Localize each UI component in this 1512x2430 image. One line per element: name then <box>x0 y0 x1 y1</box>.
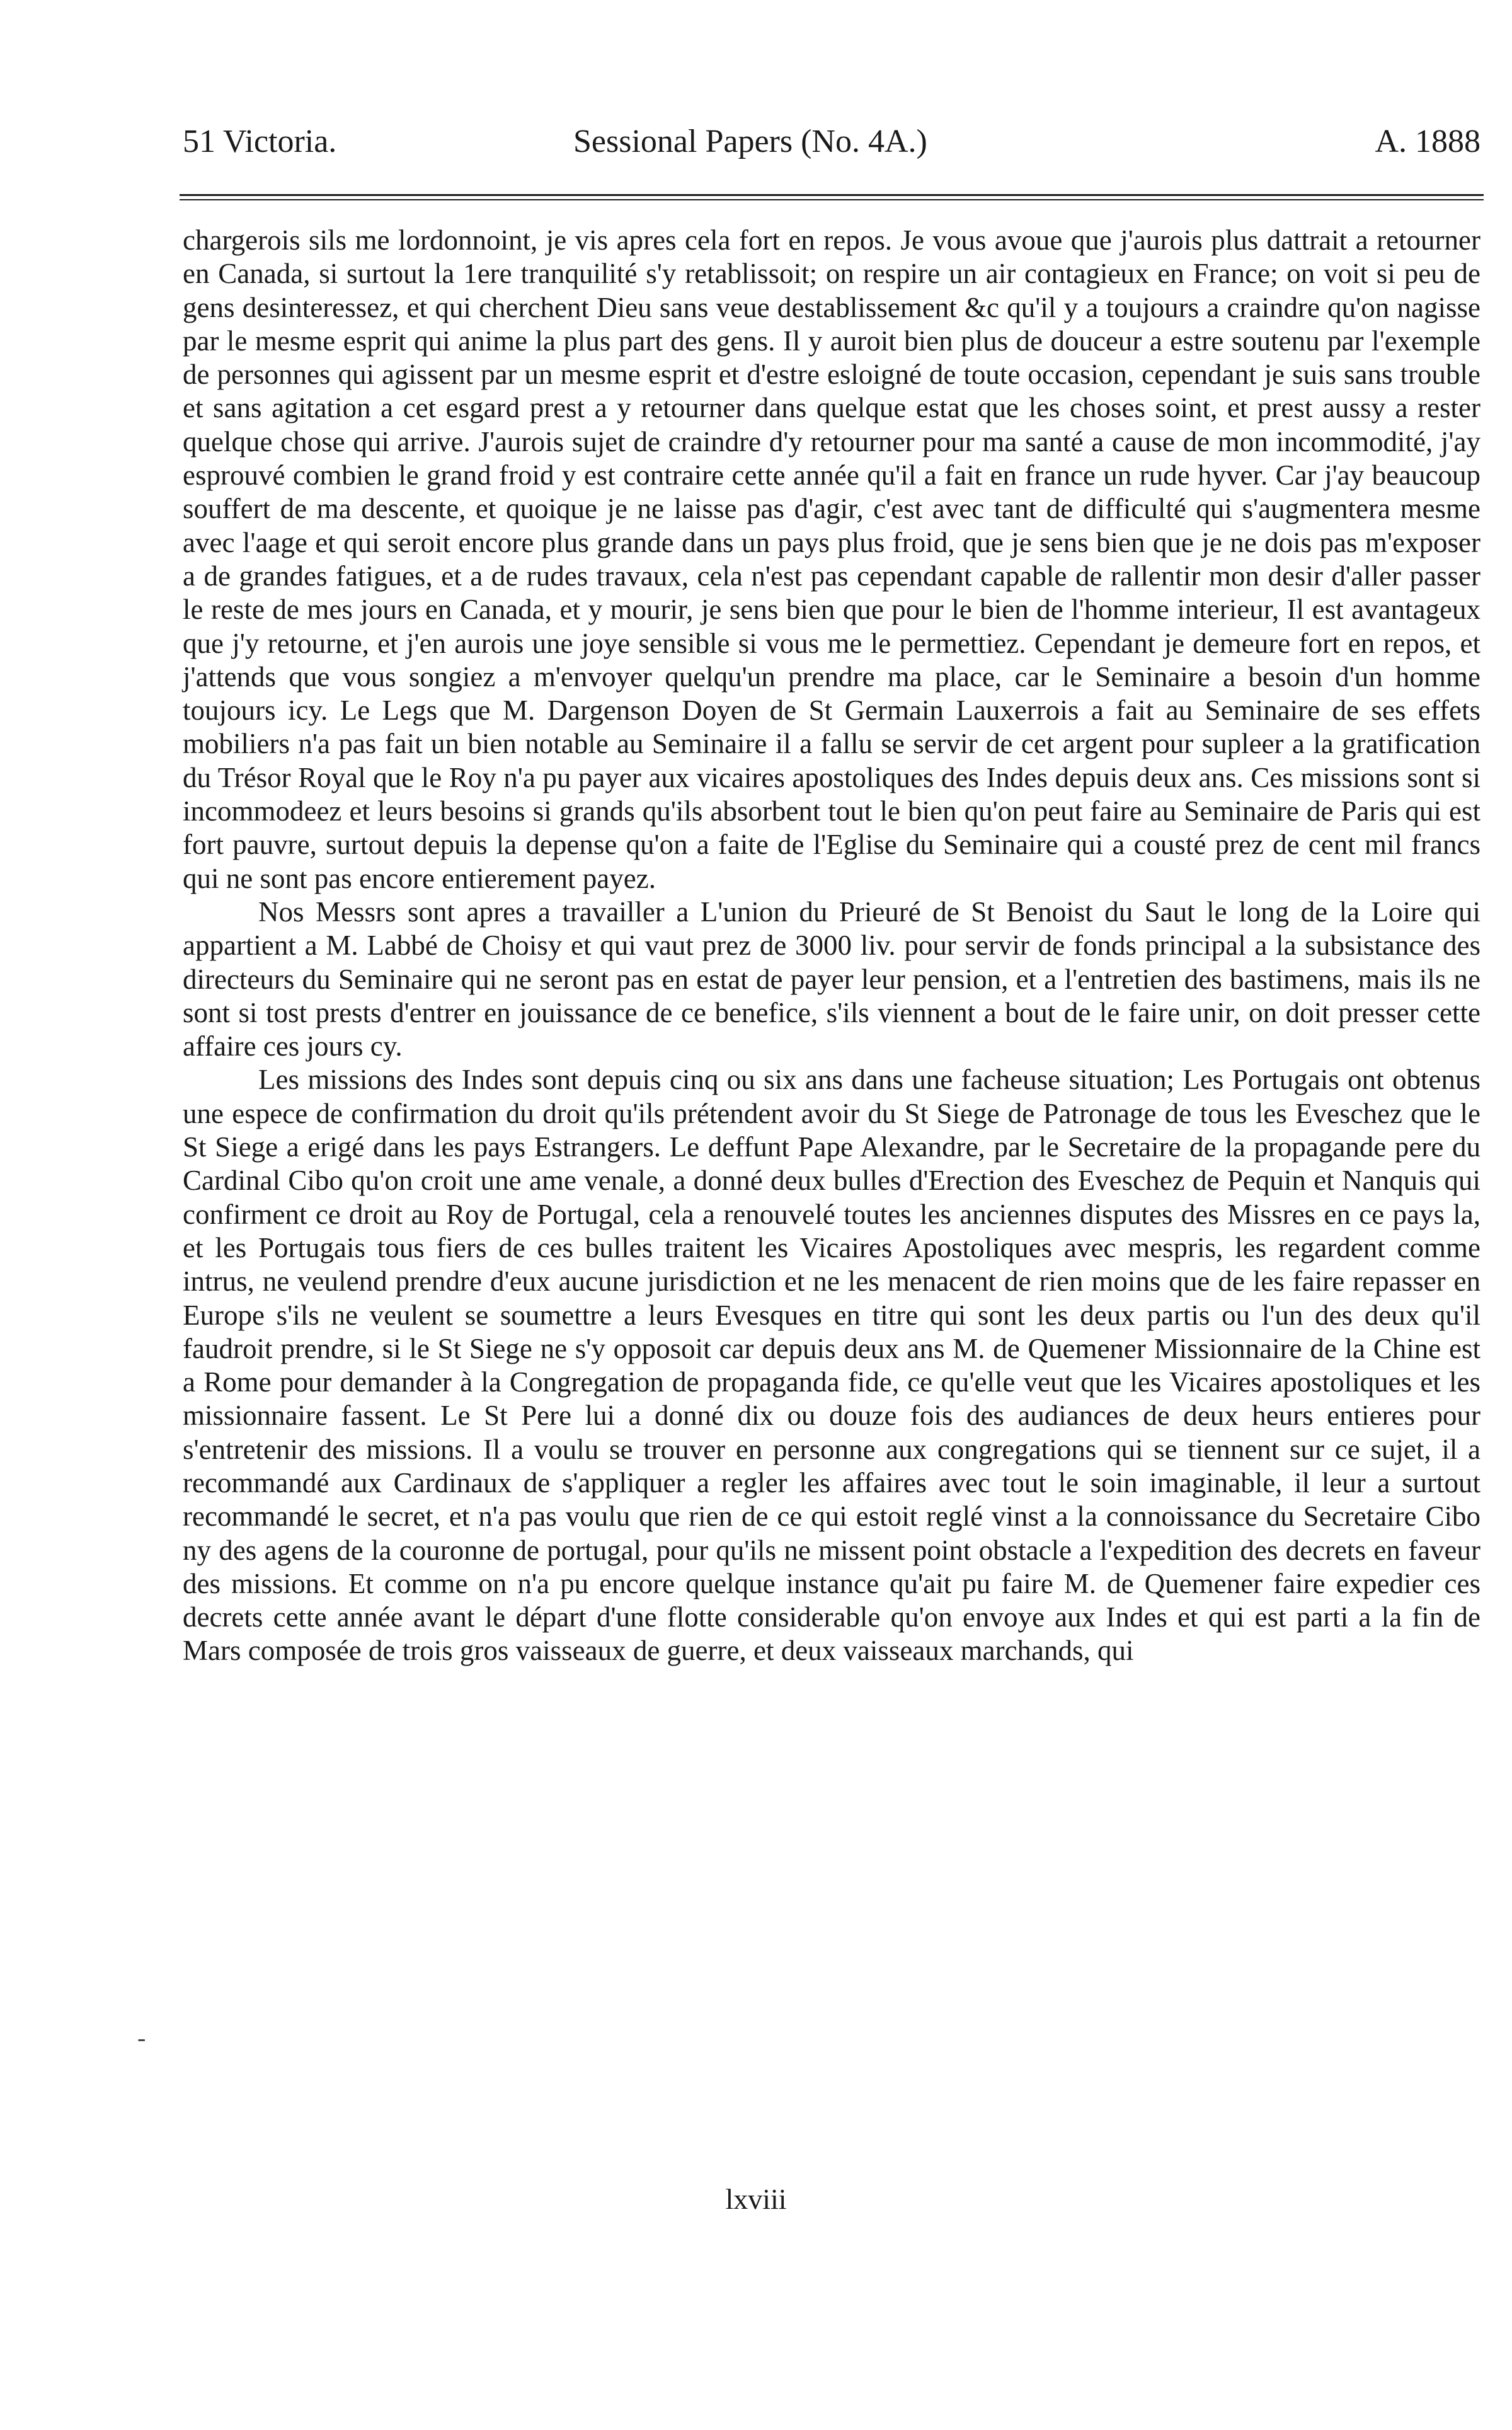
page-folio: lxviii <box>725 2183 787 2215</box>
paragraph-prieure: Nos Messrs sont apres a travailler a L'union du Prieuré de St Benoist du Saut le long de la Loire qui appartient a M. Labbé de Choisy et qui vaut prez de 3000 liv. pour servir de fonds principal a la subsistance des directeurs du Seminaire qui ne seront pas en estat de payer leur pension, et a l'entretien des bastimens, mais ils ne sont si tost prests d'entrer en jouissance de ce benefice, s'ils viennent a bout de le faire unir, on doit presser cette affaire ces jours cy. <box>183 895 1480 1062</box>
body-text <box>183 224 1480 1668</box>
header-rule <box>180 194 1484 196</box>
paragraph-missions-indes: Les missions des Indes sont depuis cinq ou six ans dans une facheuse situation; Les Portugais ont obtenus une espece de confirmation du droit qu'ils prétendent avoir du St Siege de Patronage de tous les Eveschez que le St Siege a erigé dans les pays Estrangers. Le deffunt Pape Alexandre, par le Secretaire de la propagande pere du Cardinal Cibo qu'on croit une ame venale, a donné deux bulles d'Erection des Eveschez de Pequin et Nanquis qui confirment ce droit au Roy de Portugal, cela a renouvelé toutes les anciennes disputes des Missres en ce pays la, et les Portugais tous fiers de ces bulles traitent les Vicaires Apostoliques avec mespris, les regardent comme intrus, ne veulend prendre d'eux aucune jurisdiction et ne les menacent de rien moins que de les faire repasser en Europe s'ils ne veulent se soumettre a leurs Evesques en titre qui sont les deux partis ou l'un des deux qu'il faudroit prendre, si le St Siege ne s'y opposoit car depuis deux ans M. de Quemener Missionnaire de la Chine est a Rome pour demander à la Congregation de propaganda fide, ce qu'elle veut que les Vicaires apostoliques et les missionnaire fassent. Le St Pere lui a donné dix ou douze fois des audiances de deux heurs entieres pour s'entretenir des missions. Il a voulu se trouver en personne aux congregations qui se tiennent sur ce sujet, il a recommandé aux Cardinaux de s'appliquer a regler les affaires avec tout le soin imaginable, il leur a surtout recommandé le secret, et n'a pas voulu que rien de ce qui estoit reglé vinst a la connoissance du Secretaire Cibo ny des agens de la couronne de portugal, pour qu'ils ne missent point obstacle a l'expedition des decrets en faveur des missions. Et comme on n'a pu encore quelque instance qu'ait pu faire M. de Quemener faire expedier ces decrets cette année avant le départ d'une flotte considerable qu'on envoye aux Indes et qui est parti a la fin de Mars composée de trois gros vaisseaux de guerre, et deux vaisseaux marchands, qui <box>183 1064 1480 1667</box>
header-rule-secondary <box>180 199 1484 200</box>
paragraph-continuation: chargerois sils me lordonnoint, je vis apres cela fort en repos. Je vous avoue que j'aurois plus dattrait a retourner en Canada, si surtout la 1ere tranquilité s'y retablissoit; on respire un air contagieux en France; on voit si peu de gens desinteressez, et qui cherchent Dieu sans veue destablissement &c qu'il y a toujours a craindre qu'on nagisse par le mesme esprit qui anime la plus part des gens. Il y auroit bien plus de douceur a estre soutenu par l'exemple de personnes qui agissent par un mesme esprit et d'estre esloigné de toute occasion, cependant je suis sans trouble et sans agitation a cet esgard prest a y retourner dans quelque estat que les choses soint, et prest aussy a rester quelque chose qui arrive. J'aurois sujet de craindre d'y retourner pour ma santé a cause de mon incommodité, j'ay esprouvé combien le grand froid y est contraire cette année qu'il a fait en france un rude hyver. Car j'ay beaucoup souffert de ma descente, et quoique je ne laisse pas d'agir, c'est avec tant de difficulté qui s'augmentera mesme avec l'aage et qui seroit encore plus grande dans un pays plus froid, que je sens bien que je ne dois pas m'exposer a de grandes fatigues, et a de rudes travaux, cela n'est pas cependant capable de rallentir mon desir d'aller passer le reste de mes jours en Canada, et y mourir, je sens bien que pour le bien de l'homme interieur, Il est avantageux que j'y retourne, et j'en aurois une joye sensible si vous me le permettiez. Cependant je demeure fort en repos, et j'attends que vous songiez a m'envoyer quelqu'un prendre ma place, car le Seminaire a besoin d'un homme toujours icy. Le Legs que M. Dargenson Doyen de St Germain Lauxerrois a fait au Seminaire de ses effets mobiliers n'a pas fait un bien notable au Seminaire il a fallu se servir de cet argent pour supleer a la gratification du Trésor Royal que le Roy n'a pu payer aux vicaires apostoliques des Indes depuis deux ans. Ces missions sont si incommodeez et leurs besoins si grands qu'ils absorbent tout le bien qu'on peut faire au Seminaire de Paris qui est fort pauvre, surtout depuis la depense qu'on a faite de l'Eglise du Seminaire qui a cousté prez de cent mil francs qui ne sont pas encore entierement payez. <box>183 224 1480 894</box>
header-title: Sessional Papers (No. 4A.) <box>573 124 927 159</box>
header-volume: 51 Victoria. <box>183 124 337 159</box>
running-header <box>183 120 1480 164</box>
header-year: A. 1888 <box>1375 124 1480 159</box>
margin-dash-mark: - <box>137 2024 146 2052</box>
